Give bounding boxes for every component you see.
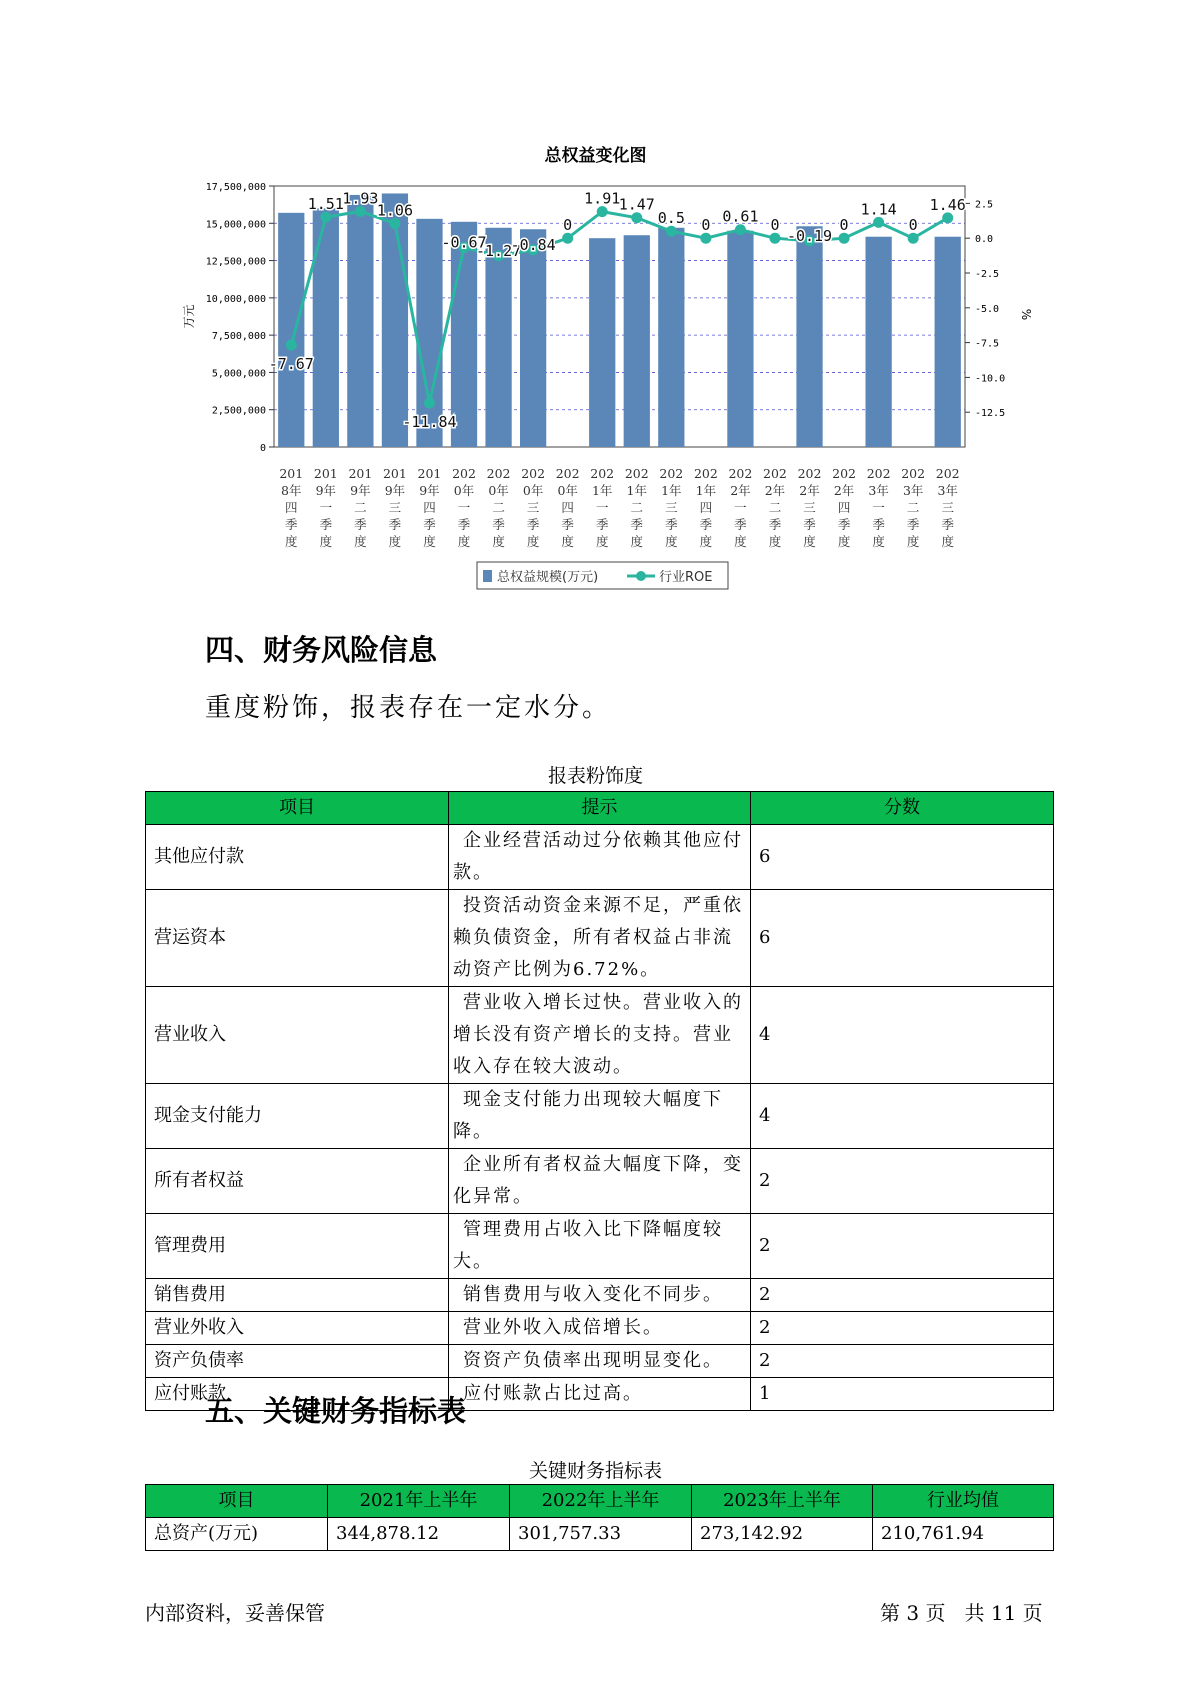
risk-item: 资产负债率 xyxy=(146,1345,449,1378)
table-row xyxy=(146,1518,1054,1551)
category-label: 季 xyxy=(319,517,333,532)
bar xyxy=(727,231,753,447)
risk-item: 所有者权益 xyxy=(146,1149,449,1214)
category-label: 度 xyxy=(768,534,782,549)
category-label: 一 xyxy=(872,500,885,515)
category-label: 2年 xyxy=(730,483,751,498)
section4-paragraph: 重度粉饰，报表存在一定水分。 xyxy=(205,693,612,723)
table-row xyxy=(146,1149,1054,1214)
category-label: 201 xyxy=(313,466,338,481)
category-label: 三 xyxy=(388,500,402,515)
right-tick-label: -10.0 xyxy=(975,373,1006,385)
roe-point xyxy=(666,226,677,237)
bar xyxy=(520,229,546,447)
category-label: 季 xyxy=(630,517,644,532)
category-label: 二 xyxy=(768,500,782,515)
category-label: 202 xyxy=(590,466,615,481)
risk-hint: 资资产负债率出现明显变化。 xyxy=(449,1345,751,1378)
category-label: 季 xyxy=(595,517,609,532)
category-label: 度 xyxy=(561,534,574,549)
category-label: 季 xyxy=(423,517,436,532)
category-label: 9年 xyxy=(384,483,406,498)
risk-score: 4 xyxy=(751,987,1054,1084)
category-label: 季 xyxy=(457,517,471,532)
roe-data-label: 0 xyxy=(839,216,849,235)
category-label: 202 xyxy=(486,466,511,481)
category-label: 9年 xyxy=(315,483,337,498)
category-label: 一 xyxy=(319,500,333,515)
roe-data-label: 0 xyxy=(701,216,711,235)
category-label: 三 xyxy=(526,500,540,515)
roe-data-label: 0.61 xyxy=(722,207,759,226)
category-label: 二 xyxy=(630,500,644,515)
bar xyxy=(796,226,822,447)
category-label: 3年 xyxy=(937,483,958,498)
risk-item: 管理费用 xyxy=(146,1214,449,1279)
roe-point xyxy=(320,212,331,223)
footer-confidential: 内部资料，妥善保管 xyxy=(145,1601,325,1625)
metric-2021: 344,878.12 xyxy=(328,1518,510,1551)
roe-data-label: -0.19 xyxy=(786,226,833,245)
category-label: 季 xyxy=(768,517,782,532)
metrics-table-header xyxy=(146,1485,1054,1518)
roe-point xyxy=(769,233,780,244)
bar xyxy=(347,195,373,447)
category-label: 202 xyxy=(797,466,822,481)
roe-data-label: 1.51 xyxy=(307,195,344,214)
risk-table-caption: 报表粉饰度 xyxy=(547,765,643,787)
table-row xyxy=(146,1084,1054,1149)
risk-score: 6 xyxy=(751,890,1054,987)
roe-point xyxy=(286,339,297,350)
roe-point xyxy=(424,398,435,409)
legend-line-marker xyxy=(636,571,646,581)
roe-data-label: 1.47 xyxy=(618,195,655,214)
category-label: 度 xyxy=(423,534,436,549)
chart-title: 总权益变化图 xyxy=(544,146,647,166)
category-label: 四 xyxy=(699,500,713,515)
right-axis-label: % xyxy=(1019,308,1033,321)
category-label: 202 xyxy=(624,466,649,481)
category-label: 2年 xyxy=(833,483,855,498)
category-label: 三 xyxy=(665,500,678,515)
risk-hint: 应付账款占比过高。 xyxy=(449,1378,751,1411)
roe-data-label: 1.06 xyxy=(376,201,413,220)
risk-hint: 营业收入增长过快。营业收入的增长没有资产增长的支持。营业收入存在较大波动。 xyxy=(449,987,751,1084)
roe-point xyxy=(942,212,953,223)
roe-point xyxy=(735,224,746,235)
risk-item: 营业收入 xyxy=(146,987,449,1084)
roe-point xyxy=(839,233,850,244)
header-hint: 提示 xyxy=(449,792,751,825)
category-label: 2年 xyxy=(764,483,786,498)
table-row xyxy=(146,1345,1054,1378)
roe-data-label: 1.93 xyxy=(342,189,379,208)
metric-2022: 301,757.33 xyxy=(510,1518,692,1551)
left-tick-label: 15,000,000 xyxy=(205,219,266,231)
category-label: 一 xyxy=(734,500,747,515)
header-2021: 2021年上半年 xyxy=(328,1485,510,1518)
table-row xyxy=(146,1279,1054,1312)
risk-hint: 销售费用与收入变化不同步。 xyxy=(449,1279,751,1312)
category-label: 202 xyxy=(452,466,476,481)
plot-frame xyxy=(274,186,965,447)
category-label: 201 xyxy=(279,466,304,481)
category-label: 2年 xyxy=(799,483,820,498)
legend-label-roe: 行业ROE xyxy=(659,570,713,585)
category-label: 度 xyxy=(665,534,678,549)
roe-data-label: -0.84 xyxy=(510,235,556,254)
category-label: 3年 xyxy=(868,483,889,498)
bar xyxy=(935,237,961,447)
category-label: 度 xyxy=(595,534,609,549)
risk-item: 应付账款 xyxy=(146,1378,449,1411)
left-tick-label: 17,500,000 xyxy=(205,182,266,193)
category-label: 季 xyxy=(388,517,402,532)
category-label: 度 xyxy=(699,534,713,549)
category-label: 202 xyxy=(832,466,857,481)
table-row xyxy=(146,1214,1054,1279)
risk-hint: 现金支付能力出现较大幅度下降。 xyxy=(449,1084,751,1149)
metric-item: 总资产(万元) xyxy=(146,1518,328,1551)
left-tick-label: 2,500,000 xyxy=(211,405,266,417)
category-label: 3年 xyxy=(902,483,924,498)
category-label: 季 xyxy=(837,517,851,532)
right-tick-label: -5.0 xyxy=(975,303,1000,315)
footer-page-number: 第 3 页 共 11 页 xyxy=(880,1601,1043,1625)
category-label: 季 xyxy=(803,517,816,532)
roe-point xyxy=(700,233,711,244)
left-tick-label: 0 xyxy=(259,443,266,454)
category-label: 季 xyxy=(941,517,954,532)
left-tick-label: 5,000,000 xyxy=(211,368,266,380)
right-tick-label: -12.5 xyxy=(975,408,1006,420)
risk-table xyxy=(145,791,1054,1411)
risk-score: 2 xyxy=(751,1345,1054,1378)
category-label: 202 xyxy=(521,466,546,481)
category-label: 二 xyxy=(354,500,367,515)
header-score: 分数 xyxy=(751,792,1054,825)
category-label: 1年 xyxy=(695,483,717,498)
category-label: 季 xyxy=(665,517,678,532)
legend-label-equity: 总权益规模(万元) xyxy=(497,570,599,585)
right-tick-label: 0.0 xyxy=(975,234,994,246)
metric-2023: 273,142.92 xyxy=(692,1518,873,1551)
header-2022: 2022年上半年 xyxy=(510,1485,692,1518)
category-label: 201 xyxy=(348,466,373,481)
roe-data-label: 1.46 xyxy=(929,195,966,214)
bar xyxy=(382,193,408,447)
risk-hint: 营业外收入成倍增长。 xyxy=(449,1312,751,1345)
category-label: 二 xyxy=(906,500,920,515)
category-label: 0年 xyxy=(488,483,509,498)
risk-table-header xyxy=(146,792,1054,825)
risk-item: 现金支付能力 xyxy=(146,1084,449,1149)
category-label: 202 xyxy=(693,466,718,481)
roe-data-label: 1.91 xyxy=(584,189,621,208)
risk-hint: 企业所有者权益大幅度下降，变化异常。 xyxy=(449,1149,751,1214)
category-label: 季 xyxy=(492,517,505,532)
roe-point xyxy=(873,217,884,228)
roe-point xyxy=(562,233,573,244)
risk-item: 营运资本 xyxy=(146,890,449,987)
category-label: 0年 xyxy=(557,483,578,498)
table-row xyxy=(146,987,1054,1084)
right-tick-label: -7.5 xyxy=(975,338,1000,350)
category-label: 一 xyxy=(595,500,609,515)
category-label: 三 xyxy=(941,500,954,515)
category-label: 度 xyxy=(492,534,505,549)
risk-hint: 企业经营活动过分依赖其他应付款。 xyxy=(449,825,751,890)
roe-point xyxy=(355,206,366,217)
category-label: 202 xyxy=(935,466,960,481)
bar xyxy=(278,213,304,447)
table-row xyxy=(146,825,1054,890)
category-label: 度 xyxy=(803,534,816,549)
risk-score: 1 xyxy=(751,1378,1054,1411)
category-label: 度 xyxy=(734,534,747,549)
header-item: 项目 xyxy=(146,1485,328,1518)
roe-data-label: 0 xyxy=(563,216,573,235)
risk-score: 6 xyxy=(751,825,1054,890)
roe-data-label: 0.5 xyxy=(657,209,685,228)
table-row xyxy=(146,890,1054,987)
risk-score: 2 xyxy=(751,1214,1054,1279)
right-tick-label: -2.5 xyxy=(975,269,1000,280)
category-label: 度 xyxy=(872,534,885,549)
category-label: 季 xyxy=(354,517,367,532)
roe-point xyxy=(631,212,642,223)
risk-score: 2 xyxy=(751,1312,1054,1345)
category-label: 202 xyxy=(659,466,684,481)
roe-data-label: -0.67 xyxy=(441,233,487,252)
header-2023: 2023年上半年 xyxy=(692,1485,873,1518)
bar xyxy=(589,238,615,447)
header-industry-avg: 行业均值 xyxy=(873,1485,1054,1518)
left-tick-label: 12,500,000 xyxy=(205,256,266,268)
category-label: 季 xyxy=(906,517,920,532)
risk-score: 2 xyxy=(751,1149,1054,1214)
category-label: 度 xyxy=(941,534,954,549)
category-label: 202 xyxy=(555,466,580,481)
category-label: 度 xyxy=(285,534,298,549)
risk-item: 其他应付款 xyxy=(146,825,449,890)
bar xyxy=(658,228,684,447)
risk-score: 4 xyxy=(751,1084,1054,1149)
category-label: 9年 xyxy=(419,483,440,498)
category-label: 季 xyxy=(526,517,540,532)
category-label: 季 xyxy=(285,517,298,532)
category-label: 201 xyxy=(382,466,407,481)
category-label: 度 xyxy=(388,534,402,549)
category-label: 202 xyxy=(763,466,787,481)
metrics-table-caption: 关键财务指标表 xyxy=(528,1460,662,1482)
category-label: 202 xyxy=(866,466,891,481)
section4-title: 四、财务风险信息 xyxy=(205,633,438,667)
roe-data-label: 0 xyxy=(908,216,918,235)
category-label: 0年 xyxy=(522,483,544,498)
roe-data-label: -7.67 xyxy=(268,354,314,373)
category-label: 四 xyxy=(561,500,574,515)
legend-bar-swatch xyxy=(483,570,492,582)
category-label: 三 xyxy=(803,500,816,515)
category-label: 度 xyxy=(906,534,920,549)
category-label: 度 xyxy=(319,534,333,549)
category-label: 1年 xyxy=(661,483,682,498)
category-label: 9年 xyxy=(350,483,371,498)
left-tick-label: 7,500,000 xyxy=(211,331,266,343)
category-label: 202 xyxy=(901,466,926,481)
left-tick-label: 10,000,000 xyxy=(205,293,266,305)
roe-data-label: -1.27 xyxy=(475,241,522,260)
section5-title: 五、关键财务指标表 xyxy=(205,1394,467,1428)
category-label: 1年 xyxy=(591,483,613,498)
category-label: 季 xyxy=(872,517,885,532)
bar xyxy=(313,208,339,447)
category-label: 202 xyxy=(728,466,753,481)
risk-item: 销售费用 xyxy=(146,1279,449,1312)
risk-hint: 投资活动资金来源不足，严重依赖负债资金，所有者权益占非流动资产比例为6.72%。 xyxy=(449,890,751,987)
category-label: 度 xyxy=(457,534,471,549)
table-row xyxy=(146,1312,1054,1345)
header-item: 项目 xyxy=(146,792,449,825)
risk-hint: 管理费用占收入比下降幅度较大。 xyxy=(449,1214,751,1279)
left-axis-label: 万元 xyxy=(182,304,196,329)
metric-industry-avg: 210,761.94 xyxy=(873,1518,1054,1551)
category-label: 二 xyxy=(492,500,505,515)
category-label: 四 xyxy=(423,500,436,515)
category-label: 一 xyxy=(457,500,471,515)
category-label: 度 xyxy=(630,534,644,549)
category-label: 0年 xyxy=(453,483,475,498)
bar xyxy=(624,235,650,447)
category-label: 8年 xyxy=(281,483,302,498)
category-label: 季 xyxy=(699,517,713,532)
roe-data-label: -11.84 xyxy=(402,413,457,432)
risk-score: 2 xyxy=(751,1279,1054,1312)
risk-item: 营业外收入 xyxy=(146,1312,449,1345)
roe-point xyxy=(597,206,608,217)
category-label: 度 xyxy=(354,534,367,549)
category-label: 1年 xyxy=(626,483,648,498)
category-label: 四 xyxy=(837,500,851,515)
metrics-table xyxy=(145,1484,1054,1551)
bar xyxy=(865,237,891,447)
roe-point xyxy=(908,233,919,244)
category-label: 201 xyxy=(417,466,442,481)
category-label: 度 xyxy=(526,534,540,549)
category-label: 季 xyxy=(734,517,747,532)
category-label: 季 xyxy=(561,517,574,532)
roe-point xyxy=(389,218,400,229)
roe-data-label: 1.14 xyxy=(860,200,897,219)
category-label: 四 xyxy=(285,500,298,515)
roe-data-label: 0 xyxy=(770,216,780,235)
equity-roe-chart xyxy=(0,0,1191,600)
category-label: 度 xyxy=(837,534,851,549)
right-tick-label: 2.5 xyxy=(975,199,994,211)
